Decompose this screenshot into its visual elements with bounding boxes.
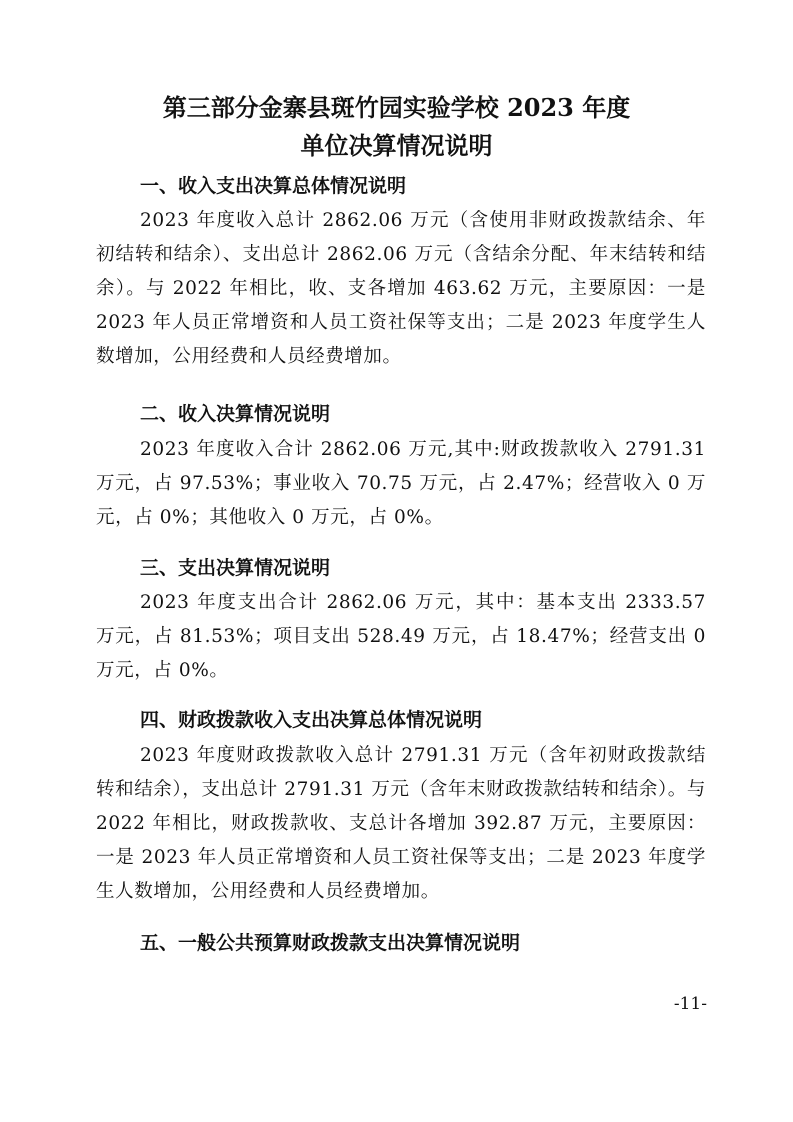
page-number: -11- [673,994,707,1014]
section-4-heading: 四、财政拨款收入支出决算总体情况说明 [140,709,483,731]
document-title-line1: 第三部分金寨县斑竹园实验学校 2023 年度 [162,93,631,122]
section-2-paragraph: 2023 年度收入合计 2862.06 万元,其中:财政拨款收入 2791.31 万元，占 97.53%；事业收入 70.75 万元，占 2.47%；经营收入 0 万元，占 0%；其他收入 0 万元，占 0%。 [96,439,706,528]
section-1-paragraph: 2023 年度收入总计 2862.06 万元（含使用非财政拨款结余、年初结转和结余）、支出总计 2862.06 万元（含结余分配、年末结转和结余）。与 2022 年相比，收、支各增加 463.62 万元，主要原因：一是 2023 年人员正常增资和人员工资社保等支出；二是 2023 年度学生人数增加，公用经费和人员经费增加。 [96,210,706,367]
section-3-paragraph: 2023 年度支出合计 2862.06 万元，其中：基本支出 2333.57 万元，占 81.53%；项目支出 528.49 万元，占 18.47%；经营支出 0 万元，占 0%。 [96,592,706,681]
section-5-heading: 五、一般公共预算财政拨款支出决算情况说明 [140,932,521,954]
section-1-heading: 一、收入支出决算总体情况说明 [140,175,407,197]
document-title-line2: 单位决算情况说明 [300,131,493,160]
section-2-heading: 二、收入决算情况说明 [140,403,331,425]
section-4-paragraph: 2023 年度财政拨款收入总计 2791.31 万元（含年初财政拨款结转和结余），支出总计 2791.31 万元（含年末财政拨款结转和结余）。与 2022 年相比，财政拨款收、支总计各增加 392.87 万元，主要原因：一是 2023 年人员正常增资和人员工资社保等支出；二是 2023 年度学生人数增加，公用经费和人员经费增加。 [96,745,706,902]
section-3-heading: 三、支出决算情况说明 [140,557,331,579]
